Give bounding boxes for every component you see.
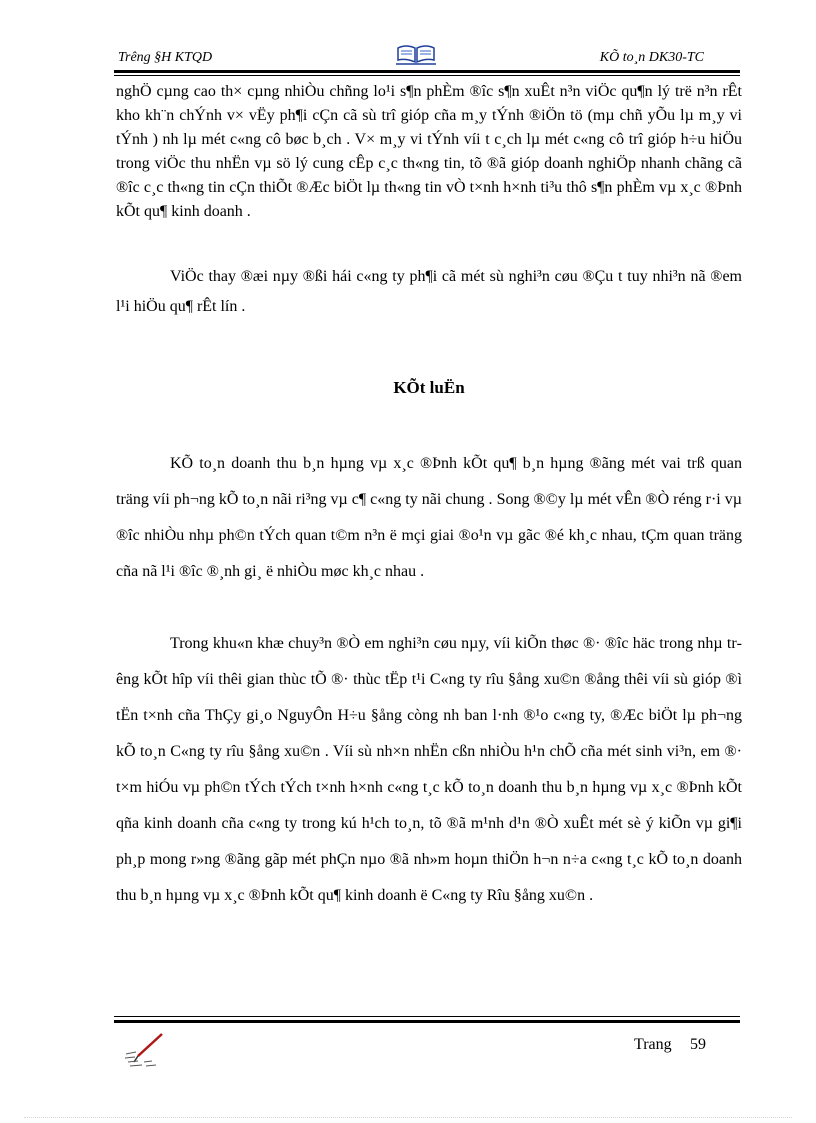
page-number: 59 xyxy=(690,1036,706,1053)
paragraph-2-block xyxy=(116,262,742,322)
page-header xyxy=(114,40,740,74)
paragraph-3: KÕ to¸n doanh thu b¸n hµng vµ x¸c ®Þnh kÕt qu¶ b¸n hµng ®ãng mét vai trß quan träng víi ph¬ng kÕ to¸n nãi ri³ng vµ c¶ c«ng ty nãi chung . Song ®©y lµ mét vÊn ®Ò réng r·i vµ ®îc nhiÒu nhµ ph©n tÝch quan t©m n³n ë mçi giai ®o¹n vµ gãc ®é kh¸c nhau, tÇm quan träng cña nã l¹i ®îc ®¸nh gi¸ ë nhiÒu møc kh¸c nhau . xyxy=(116,455,742,580)
book-icon xyxy=(396,42,436,66)
paragraph-1: nghÖ cµng cao th× cµng nhiÒu chñng lo¹i s¶n phÈm ®îc s¶n xuÊt n³n viÖc qu¶n lý trë n³n rÊt kho kh¨n chÝnh v× vËy ph¶i cÇn cã sù trî gióp cña m¸y tÝnh ®iÖn tö (mµ chñ yÕu lµ m¸y vi tÝnh ) nh lµ mét c«ng cô bøc b¸ch . V× m¸y vi tÝnh víi t c¸ch lµ mét c«ng cô trî gióp h÷u hiÖu trong viÖc thu nhËn vµ sö lý cung cÊp c¸c th«ng tin, tõ ®ã gióp doanh nghiÖp nhanh chãng cã ®îc c¸c th«ng tin cÇn thiÕt ®Æc biÖt lµ th«ng tin vÒ t×nh h×nh ti³u thô s¶n phÈm vµ x¸c ®Þnh kÕt qu¶ kinh doanh . xyxy=(116,83,742,220)
section-title: KÕt luËn xyxy=(393,378,465,397)
paragraph-1-block xyxy=(116,80,742,224)
page-label: Trang xyxy=(634,1036,672,1053)
header-school: Trêng §H KTQD xyxy=(118,50,213,65)
paragraph-2: ViÖc thay ®æi nµy ®ßi hái c«ng ty ph¶i cã mét sù nghi³n cøu ®Çu t tuy nhi³n nã ®em l¹i hiÖu qu¶ rÊt lín . xyxy=(116,268,742,315)
bottom-divider xyxy=(24,1117,792,1118)
paragraph-4: Trong khu«n khæ chuy³n ®Ò em nghi³n cøu nµy, víi kiÕn thøc ®· ®îc häc trong nhµ trêng kÕt hîp víi thêi gian thùc tÕ ®· thùc tËp t¹i C«ng ty rîu §ång xu©n ®ång thêi víi sù gióp ®ì tËn t×nh cña ThÇy gi¸o NguyÔn H÷u §ång còng nh ban l·nh ®¹o c«ng ty, ®Æc biÖt lµ ph¬ng kÕ to¸n C«ng ty rîu §ång xu©n . Víi sù nh×n nhËn cßn nhiÒu h¹n chÕ cña mét sinh vi³n, em ®· t×m hiÓu vµ ph©n tÝch tÝch t×nh h×nh c«ng t¸c kÕ to¸n doanh thu b¸n hµng vµ x¸c ®Þnh kÕt qña kinh doanh cña c«ng ty trong kú h¹ch to¸n, tõ ®ã m¹nh d¹n ®Ò xuÊt mét sè ý kiÕn vµ gi¶i ph¸p mong r»ng ®ãng gãp mét phÇn nµo ®ã nh»m hoµn thiÖn h¬n n÷a c«ng t¸c kÕ to¸n doanh thu b¸n hµng vµ x¸c ®Þnh kÕt qu¶ kinh doanh ë C«ng ty Rîu §ång xu©n . xyxy=(116,635,742,904)
footer-rule-thick xyxy=(114,1020,740,1023)
paragraph-4-block xyxy=(116,626,742,914)
header-rule-thin xyxy=(114,75,740,76)
footer-rule-thin xyxy=(114,1016,740,1017)
pen-icon xyxy=(122,1032,166,1070)
paragraph-3-block xyxy=(116,446,742,590)
page-footer xyxy=(114,1010,740,1080)
header-rule-thick xyxy=(114,70,740,73)
header-course: KÕ to¸n DK30-TC xyxy=(599,50,704,65)
